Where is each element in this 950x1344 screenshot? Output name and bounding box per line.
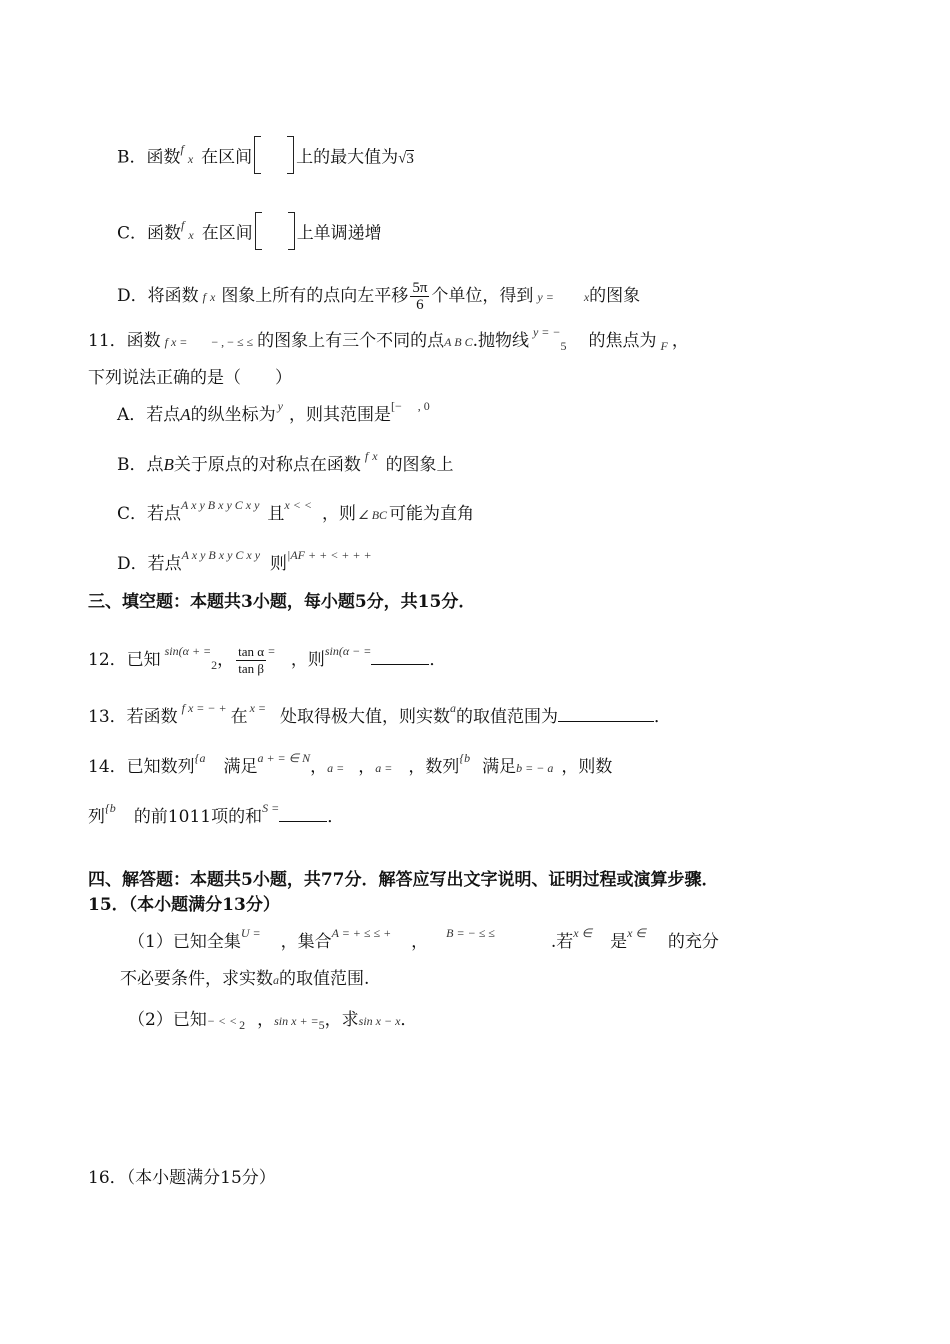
math-angle: ∠ BC (357, 508, 388, 522)
math-parabola: y = − (532, 325, 561, 339)
math-x-in: x ∈ (627, 926, 646, 940)
text: 函数 (147, 223, 182, 244)
text: 上的最大值为 (296, 147, 399, 168)
text: 15．（本小题满分13分） (88, 895, 280, 915)
q14-line2 (88, 801, 345, 829)
math-x: x (209, 290, 216, 304)
answer-blank[interactable] (279, 821, 327, 822)
text: ， (217, 650, 235, 670)
q15-part2 (128, 1009, 417, 1032)
text: 的纵坐标为 (190, 405, 276, 425)
q10-option-b (117, 140, 414, 176)
q16-header (88, 1167, 276, 1189)
math-A: A = + ≤ ≤ + (331, 926, 392, 940)
fraction: $\frac{5\pi}{6}$ (412, 280, 428, 313)
text: 函数 (126, 331, 161, 351)
text: 的充分 (667, 932, 719, 952)
text: 可能为直角 (389, 504, 475, 524)
math-sub: 2 (239, 1018, 246, 1032)
text: 的焦点为 (588, 331, 657, 351)
math-x: x (187, 151, 194, 166)
option-label: A． (117, 405, 147, 425)
text: 四、解答题：本题共5小题，共77分．解答应写出文字说明、证明过程或演算步骤． (88, 870, 719, 890)
text: 是 (610, 932, 628, 952)
option-label: D． (117, 554, 148, 574)
math-expr: sin x − x (358, 1014, 401, 1028)
math-a: a (273, 973, 279, 987)
math-seq: {a (194, 751, 206, 765)
q11-option-a (117, 399, 430, 427)
math-x: x (372, 449, 378, 463)
text: 图象上所有的点向左平移 (221, 286, 409, 306)
math-cond: − < < (206, 1014, 238, 1028)
point-label: B (163, 455, 174, 474)
q11-stem-line2 (88, 367, 292, 389)
math-expr: f x = − + (181, 701, 227, 715)
section-3-title (88, 591, 475, 613)
question-number: 12． (88, 650, 127, 670)
text: 已知 (126, 650, 161, 670)
text: 关于原点的对称点在函数 (173, 455, 361, 475)
text: 的图象上 (385, 455, 454, 475)
math-f: f (181, 217, 185, 232)
math-sub: 5 (318, 1018, 325, 1032)
q11-stem (88, 325, 689, 353)
q15-header (88, 894, 280, 916)
math-recurrence: a + = ∈ N (257, 751, 311, 765)
text: ． (327, 807, 345, 827)
text: .若 (550, 932, 574, 952)
interval-bracket (255, 216, 295, 252)
option-label: B． (117, 147, 147, 168)
text: ， (671, 331, 689, 351)
interval-bracket (254, 140, 294, 176)
math-seq: {b (105, 801, 116, 815)
text: ， (310, 757, 328, 777)
text: .抛物线 (472, 331, 529, 351)
math-a2: a = (375, 761, 393, 775)
math-points: A x y B x y C x y (181, 548, 261, 562)
option-label: B． (117, 455, 147, 475)
math-cond: |AF + + < + + + (287, 548, 372, 562)
math-x: x = (249, 701, 267, 715)
text: 上单调递增 (296, 223, 382, 244)
math-F: F (660, 339, 668, 353)
text: 不必要条件，求实数 (120, 969, 273, 989)
q14 (88, 751, 613, 779)
math-points: A x y B x y C x y (181, 498, 260, 512)
q10-option-d (117, 280, 640, 313)
q10-option-c (117, 216, 382, 252)
text: ，则 (290, 650, 325, 670)
q13 (88, 701, 672, 729)
text: ． (429, 650, 447, 670)
math-points: A B C (444, 335, 473, 349)
text: 的取值范围. (279, 969, 370, 989)
section-4-title (88, 869, 718, 891)
answer-blank[interactable] (558, 721, 654, 722)
text: 三、填空题：本题共3小题，每小题5分，共15分． (88, 592, 476, 612)
math-expr: sin(α + = (164, 644, 212, 658)
text: ，集合 (280, 932, 332, 952)
text: 的图象 (589, 286, 641, 306)
math-seq: {b (459, 751, 471, 765)
text: ，数列 (408, 757, 460, 777)
text: ，求 (324, 1010, 359, 1030)
text: 满足 (223, 757, 258, 777)
text: 且 (267, 504, 285, 524)
text: ， (257, 1010, 275, 1030)
option-label: D． (117, 286, 148, 306)
option-label: C． (117, 504, 148, 524)
text: 16．（本小题满分15分） (88, 1168, 276, 1188)
q11-option-c (117, 498, 475, 526)
text: 已知数列 (126, 757, 195, 777)
option-label: C． (117, 223, 148, 244)
text: ， (411, 932, 429, 952)
answer-blank[interactable] (371, 664, 429, 665)
math-B: B = − ≤ ≤ (446, 926, 495, 940)
text: ，则其范围是 (289, 405, 391, 425)
q15-part1-line2 (120, 968, 369, 991)
text: 则 (270, 554, 288, 574)
math-expr: − , − ≤ ≤ (211, 335, 254, 349)
math-sub: 5 (560, 339, 567, 353)
text: 满足 (482, 757, 517, 777)
math-f: f (180, 141, 184, 156)
q11-option-d (117, 548, 372, 576)
math-y: y = (537, 290, 554, 304)
text: ，则 (321, 504, 356, 524)
text: 列 (88, 807, 105, 827)
question-number: 11． (88, 331, 127, 351)
text: （2）已知 (128, 1010, 207, 1030)
math-recurrence: b = − a (516, 761, 554, 775)
math-f: f (364, 449, 369, 463)
math-range: [− (391, 399, 402, 413)
point-label: A (180, 405, 191, 424)
math-a: a (450, 701, 457, 715)
text: 处取得极大值，则实数 (280, 707, 451, 727)
text: 在区间 (201, 147, 253, 168)
question-number: 14． (88, 757, 127, 777)
text: 个单位，得到 (431, 286, 534, 306)
math-sum: S = (262, 801, 280, 815)
text: 在 (230, 707, 248, 727)
math-y: y (277, 399, 283, 413)
text: 函数 (146, 147, 181, 168)
math-U: U = (240, 926, 261, 940)
text: ， (358, 757, 376, 777)
text: 若点 (147, 554, 182, 574)
text: ． (654, 707, 672, 727)
math-eq: = (268, 644, 275, 658)
sqrt-value: √3 (398, 150, 414, 167)
text: 若函数 (126, 707, 178, 727)
math-sin: sin x + = (274, 1014, 319, 1028)
math-a1: a = (327, 761, 345, 775)
math-cond: x < < (284, 498, 312, 512)
text: 在区间 (201, 223, 253, 244)
text: 将函数 (147, 286, 199, 306)
q15-part1 (128, 926, 719, 954)
text: 点 (146, 455, 164, 475)
text: （1）已知全集 (128, 932, 241, 952)
math-range: , 0 (417, 399, 430, 413)
tan-fraction: $\frac{\text{tan α}}{\text{tan β}}$ (238, 644, 265, 676)
math-expr: sin(α − = (324, 644, 372, 658)
math-x: x (583, 290, 590, 304)
math-f: f (202, 290, 206, 304)
math-expr: f x = (164, 335, 188, 349)
text: 若点 (146, 405, 181, 425)
text: ． (400, 1010, 418, 1030)
text: 的前1011项的和 (133, 807, 263, 827)
math-x-in: x ∈ (573, 926, 593, 940)
q12 (88, 644, 446, 677)
math-x: x (188, 227, 194, 242)
q11-option-b (117, 449, 454, 477)
text: 若点 (147, 504, 182, 524)
text: 下列说法正确的是（ ） (88, 368, 292, 388)
math-sub: 2 (211, 658, 218, 672)
question-number: 13． (88, 707, 127, 727)
text: 的取值范围为 (456, 707, 559, 727)
text: ，则数 (561, 757, 613, 777)
text: 的图象上有三个不同的点 (257, 331, 445, 351)
